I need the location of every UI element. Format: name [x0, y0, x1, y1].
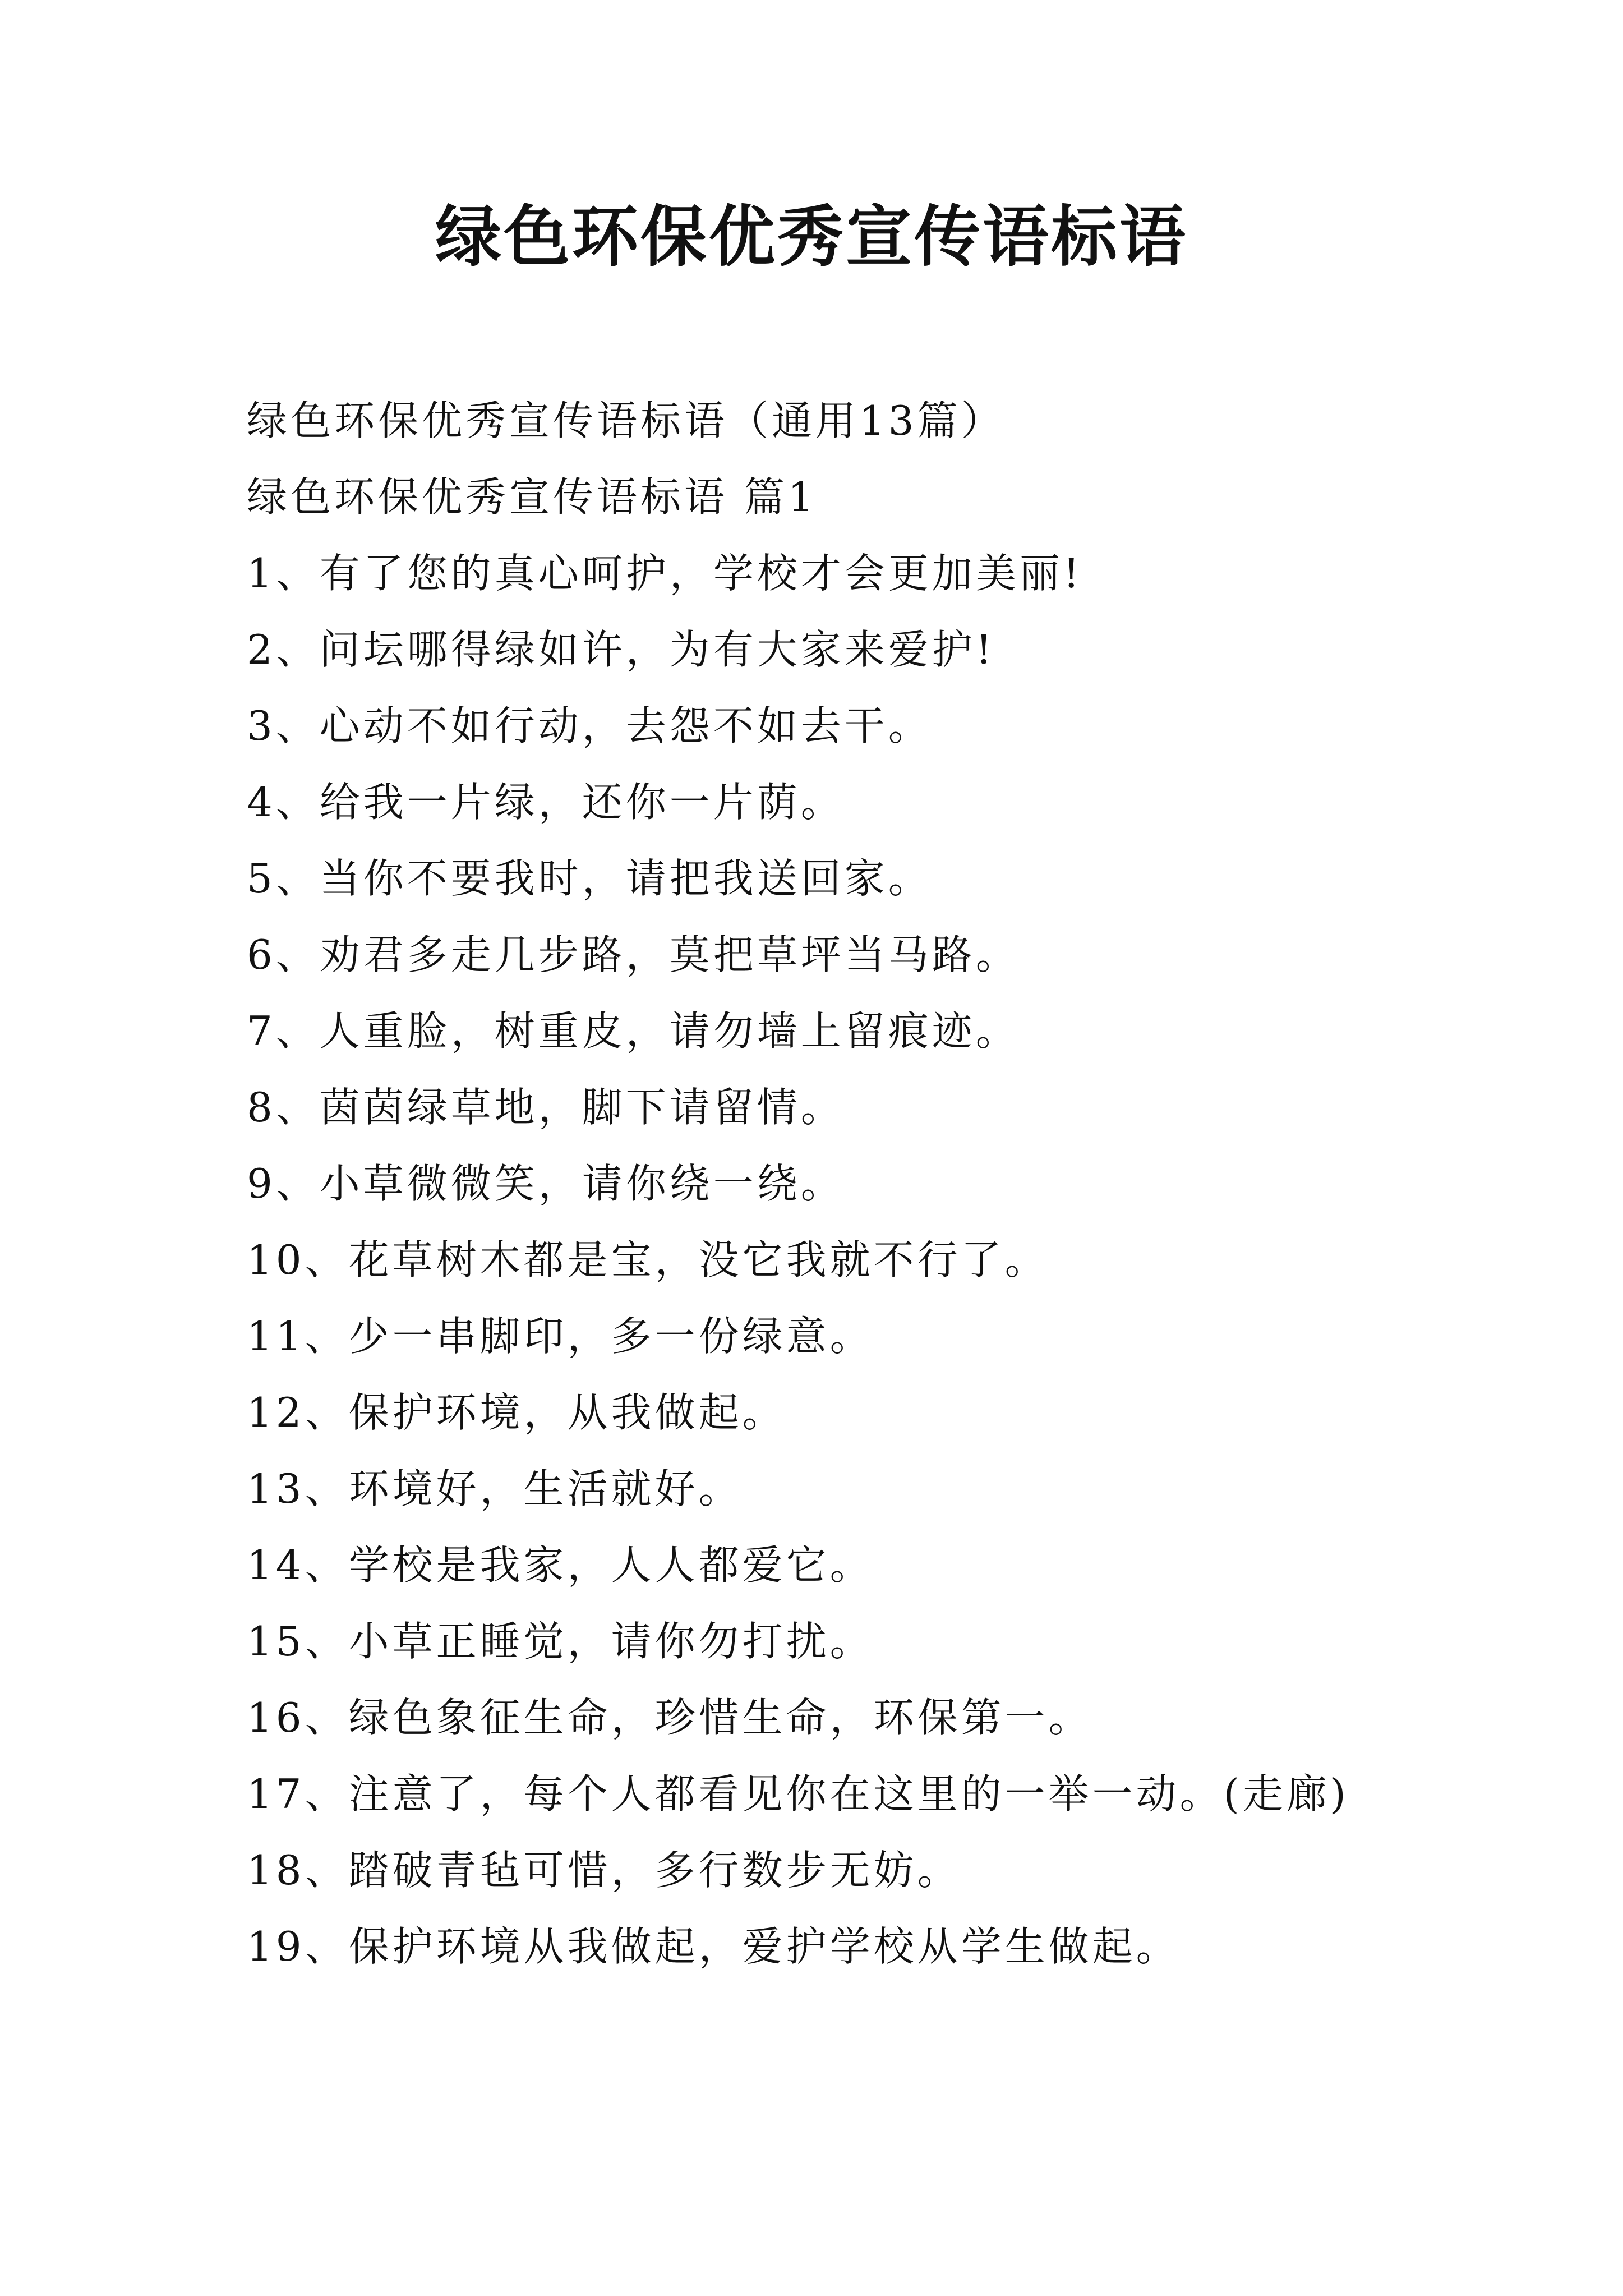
list-item: 4、给我一片绿，还你一片荫。: [247, 779, 845, 826]
list-item: 15、小草正睡觉，请你勿打扰。: [247, 1618, 874, 1665]
list-item: 1、有了您的真心呵护，学校才会更加美丽!: [247, 550, 1083, 597]
list-item: 3、心动不如行动，去怨不如去干。: [247, 702, 932, 749]
list-item: 19、保护环境从我做起，爱护学校从学生做起。: [247, 1923, 1180, 1970]
section-heading: 绿色环保优秀宣传语标语 篇1: [247, 473, 817, 521]
list-item: 11、少一串脚印，多一份绿意。: [247, 1313, 874, 1360]
list-item: 10、花草树木都是宝，没它我就不行了。: [247, 1236, 1049, 1283]
list-item: 7、人重脸，树重皮，请勿墙上留痕迹。: [247, 1007, 1020, 1055]
document-body: [247, 383, 1391, 1985]
list-item: 6、劝君多走几步路，莫把草坪当马路。: [247, 931, 1020, 978]
document-title: 绿色环保优秀宣传语标语: [435, 197, 1188, 275]
list-item: 14、学校是我家，人人都爱它。: [247, 1542, 874, 1589]
list-item: 16、绿色象征生命，珍惜生命，环保第一。: [247, 1694, 1092, 1741]
list-item: 13、环境好，生活就好。: [247, 1465, 743, 1512]
list-item: 17、注意了，每个人都看见你在这里的一举一动。(走廊): [247, 1770, 1349, 1818]
list-item: 18、踏破青毡可惜，多行数步无妨。: [247, 1847, 961, 1894]
list-item: 2、问坛哪得绿如许，为有大家来爱护!: [247, 626, 995, 673]
list-item: 9、小草微微笑，请你绕一绕。: [247, 1160, 845, 1207]
list-item: 12、保护环境，从我做起。: [247, 1389, 786, 1436]
list-item: 5、当你不要我时，请把我送回家。: [247, 855, 932, 902]
document-subtitle: 绿色环保优秀宣传语标语（通用13篇）: [247, 397, 1005, 444]
list-item: 8、茵茵绿草地，脚下请留情。: [247, 1084, 845, 1131]
